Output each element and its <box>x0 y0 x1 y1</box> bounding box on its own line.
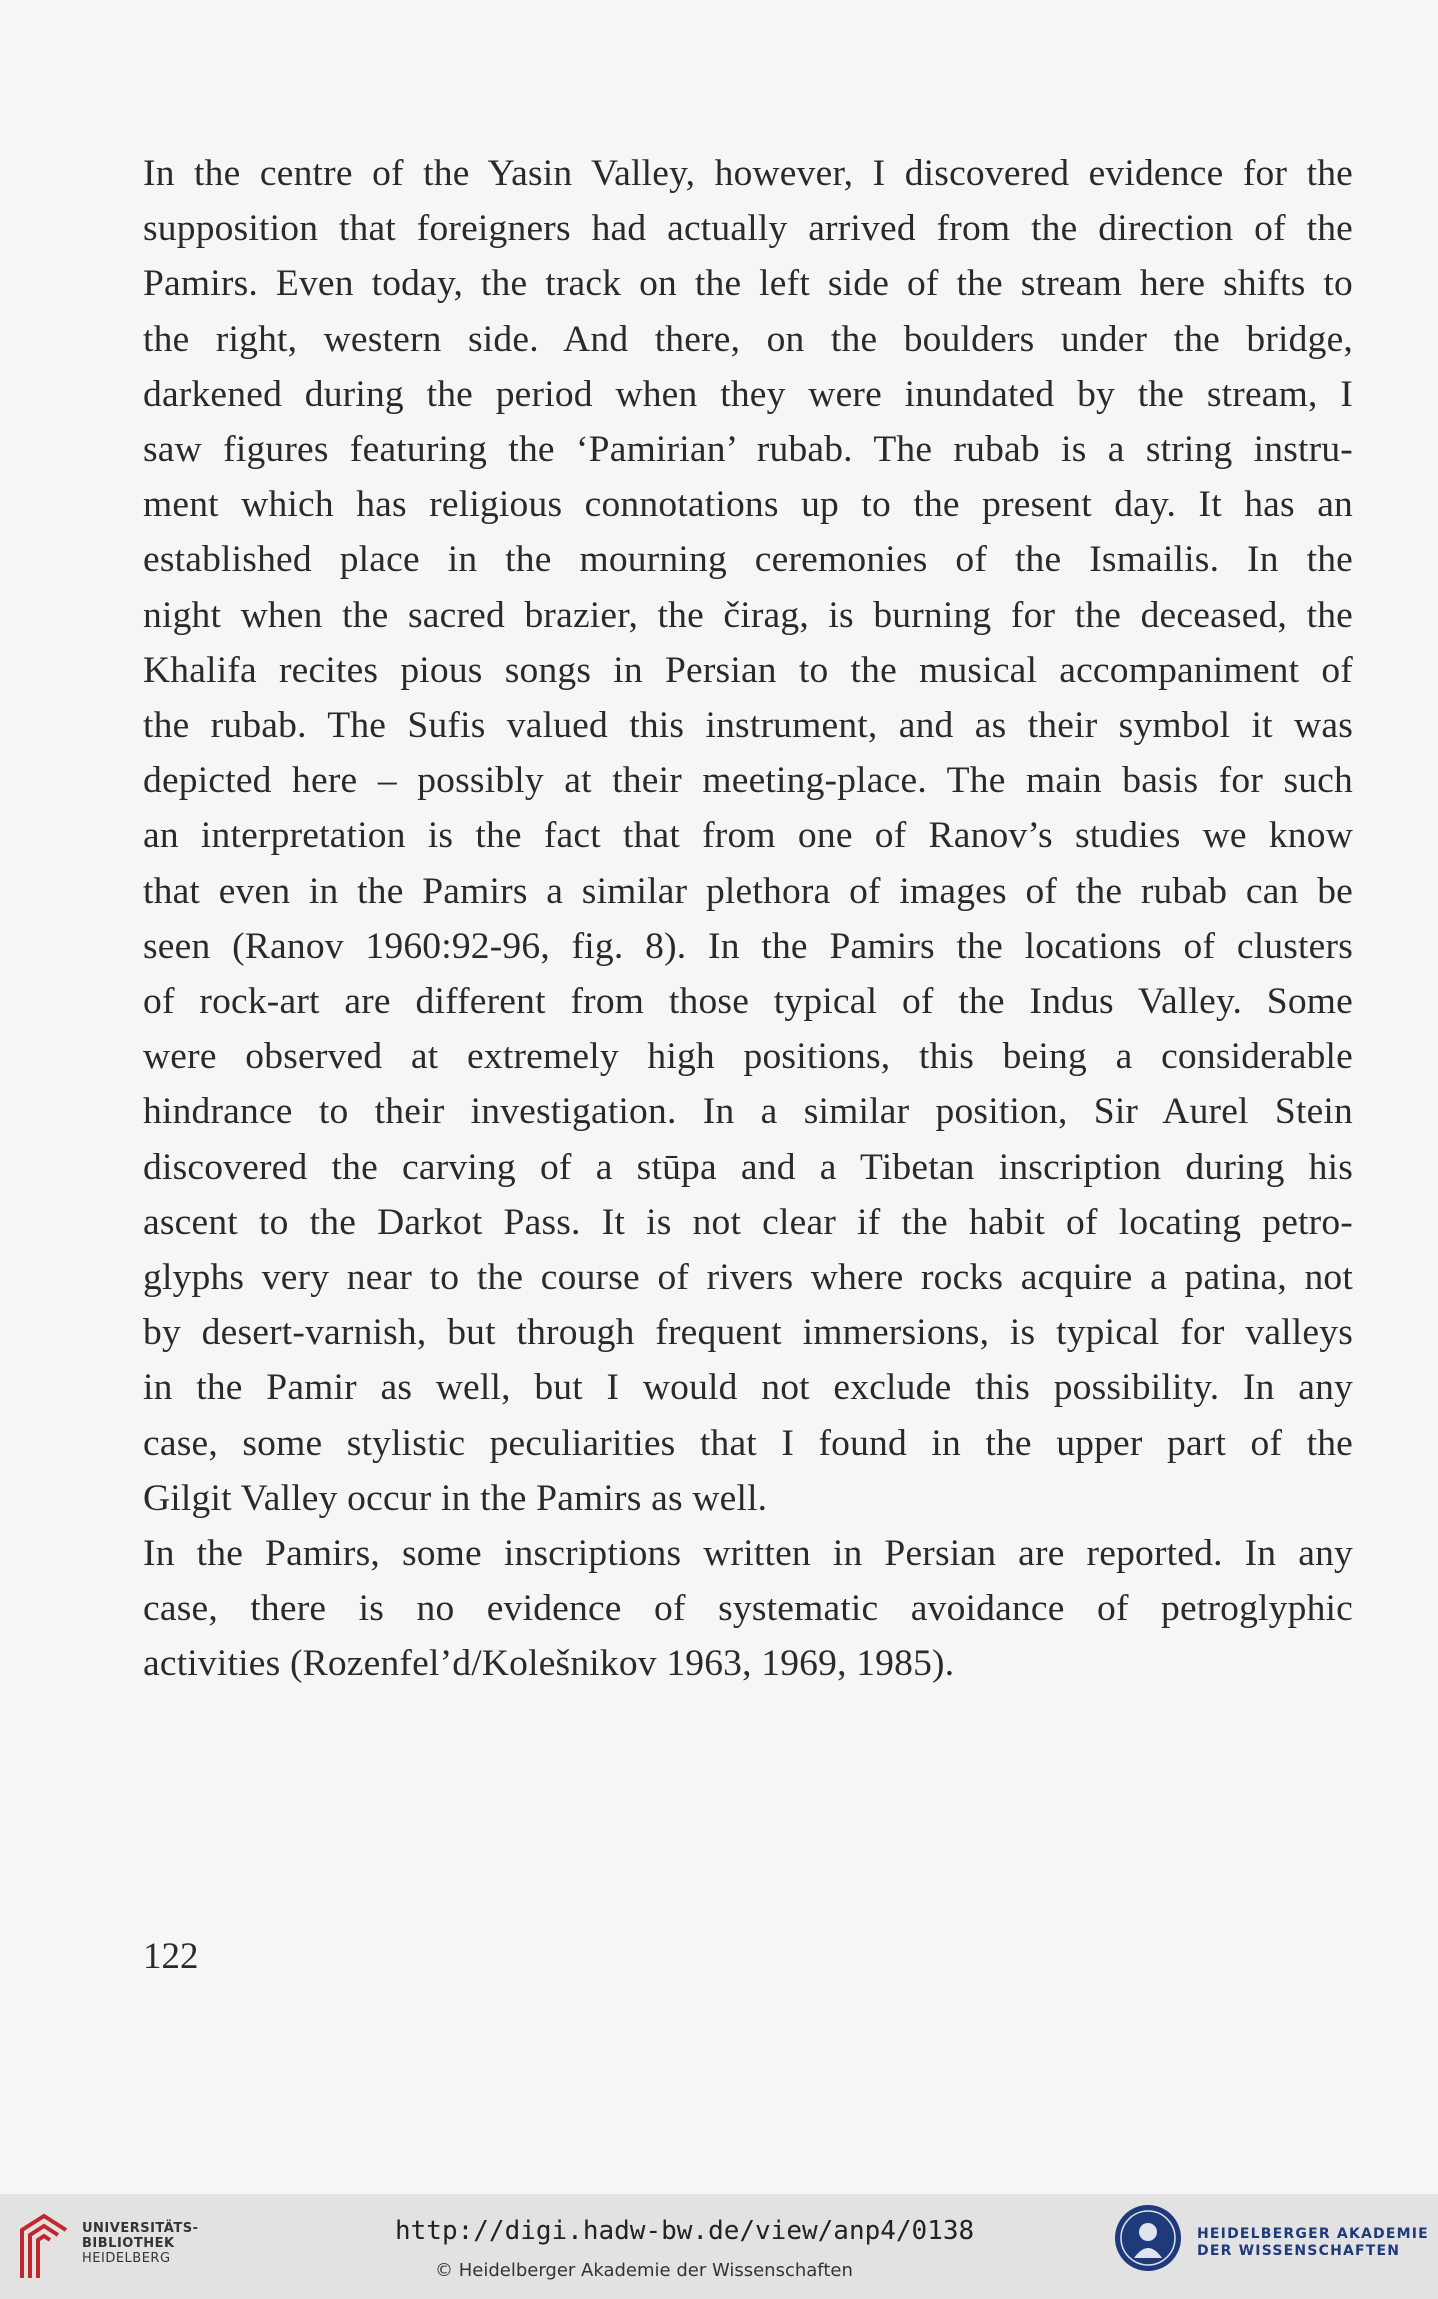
footer-bar <box>0 2194 1438 2299</box>
text-line: night when the sacred brazier, the čirag, is burning for the deceased, the <box>143 594 1353 636</box>
text-line: established place in the mourning ceremonies of the Ismailis. In the <box>143 539 1353 581</box>
text-line: supposition that foreigners had actually arrived from the direction of the <box>143 208 1353 250</box>
text-line: the rubab. The Sufis valued this instrument, and as their symbol it was <box>143 705 1353 747</box>
body-text <box>143 146 1353 1692</box>
text-line: in the Pamir as well, but I would not exclude this possibility. In any <box>143 1367 1353 1409</box>
academy-name <box>1197 2226 1429 2260</box>
text-line: case, there is no evidence of systematic avoidance of petroglyphic <box>143 1588 1353 1630</box>
library-name-line2: BIBLIOTHEK <box>82 2236 175 2251</box>
text-line: were observed at extremely high positions, this being a considerable <box>143 1036 1353 1078</box>
text-line: seen (Ranov 1960:92-96, fig. 8). In the Pamirs the locations of clusters <box>143 925 1353 967</box>
text-line: ment which has religious connotations up to the present day. It has an <box>143 484 1353 526</box>
library-city: HEIDELBERG <box>82 2251 171 2266</box>
text-line: that even in the Pamirs a similar plethora of images of the rubab can be <box>143 870 1353 912</box>
text-line: hindrance to their investigation. In a similar position, Sir Aurel Stein <box>143 1091 1353 1133</box>
text-line: discovered the carving of a stūpa and a Tibetan inscription during his <box>143 1146 1353 1188</box>
library-name <box>82 2221 198 2266</box>
academy-name-line1: HEIDELBERGER AKADEMIE <box>1197 2226 1429 2242</box>
academy-name-line2: DER WISSENSCHAFTEN <box>1197 2243 1401 2259</box>
text-line: of rock-art are different from those typical of the Indus Valley. Some <box>143 981 1353 1023</box>
text-line: depicted here – possibly at their meeting-place. The main basis for such <box>143 760 1353 802</box>
copyright-notice: © Heidelberger Akademie der Wissenschaften <box>435 2260 853 2281</box>
text-line: In the centre of the Yasin Valley, however, I discovered evidence for the <box>143 153 1353 194</box>
text-line: by desert-varnish, but through frequent immersions, is typical for valleys <box>143 1312 1353 1354</box>
text-line: Khalifa recites pious songs in Persian to the musical accompaniment of <box>143 649 1353 691</box>
academy-seal-icon[interactable] <box>1112 2202 1184 2274</box>
text-line: Pamirs. Even today, the track on the left side of the stream here shifts to <box>143 263 1353 305</box>
ub-heidelberg-logo-icon[interactable] <box>14 2208 74 2284</box>
library-name-line1: UNIVERSITÄTS- <box>82 2221 199 2236</box>
text-line: glyphs very near to the course of rivers where rocks acquire a patina, not <box>143 1257 1353 1299</box>
page-number: 122 <box>143 1936 199 1977</box>
text-line: darkened during the period when they were inundated by the stream, I <box>143 373 1353 415</box>
text-line: ascent to the Darkot Pass. It is not clear if the habit of locating petro- <box>143 1201 1353 1243</box>
text-line: Gilgit Valley occur in the Pamirs as well. <box>143 1477 768 1519</box>
text-line: the right, western side. And there, on the boulders under the bridge, <box>143 318 1353 360</box>
document-url-link[interactable]: http://digi.hadw-bw.de/view/anp4/0138 <box>395 2216 975 2246</box>
text-line: case, some stylistic peculiarities that I found in the upper part of the <box>143 1422 1353 1464</box>
text-line: an interpretation is the fact that from one of Ranov’s studies we know <box>143 815 1353 857</box>
text-line: saw figures featuring the ‘Pamirian’ rubab. The rubab is a string instru- <box>143 429 1353 471</box>
text-line: In the Pamirs, some inscriptions written in Persian are reported. In any <box>143 1533 1353 1575</box>
text-line: activities (Rozenfel’d/Kolešnikov 1963, 1969, 1985). <box>143 1643 955 1685</box>
